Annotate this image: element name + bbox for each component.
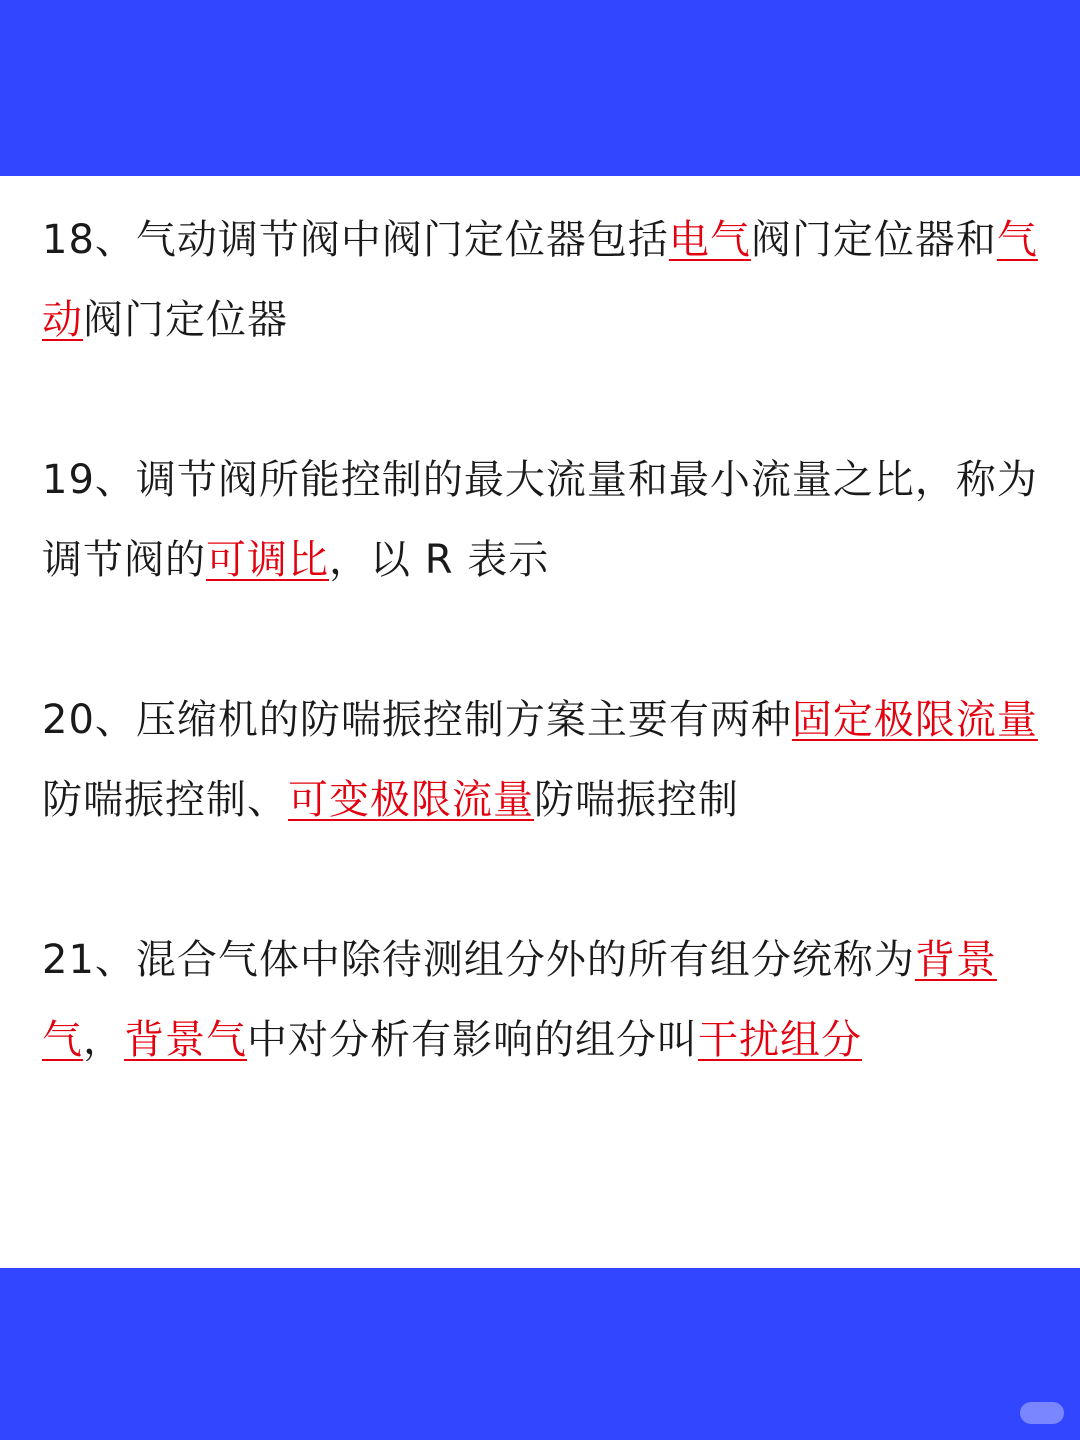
question-20 — [42, 680, 1042, 840]
question-text: 21、混合气体中除待测组分外的所有组分统称为 — [42, 937, 915, 983]
answer-blank: 电气 — [668, 217, 751, 263]
top-banner — [0, 0, 1080, 176]
question-text: 中对分析有影响的组分叫 — [247, 1017, 698, 1063]
question-text: ， — [83, 1017, 124, 1063]
question-list — [42, 200, 1042, 1080]
answer-blank: 可调比 — [206, 537, 329, 583]
answer-blank: 固定极限流量 — [791, 697, 1038, 743]
answer-blank: 可变极限流量 — [288, 777, 534, 823]
question-text: ，以 R 表示 — [329, 537, 550, 583]
question-text: 18、气动调节阀中阀门定位器包括 — [42, 217, 669, 263]
answer-blank: 干扰组分 — [698, 1017, 862, 1063]
question-21 — [42, 920, 1042, 1080]
question-text: 防喘振控制 — [534, 777, 739, 823]
question-text: 防喘振控制、 — [42, 777, 288, 823]
question-text: 阀门定位器和 — [750, 217, 997, 263]
question-19 — [42, 440, 1042, 600]
answer-blank: 背景气 — [124, 1017, 247, 1063]
question-text: 20、压缩机的防喘振控制方案主要有两种 — [42, 697, 792, 743]
answer-blank: 背景气 — [42, 937, 997, 1063]
answer-blank: 气动 — [42, 217, 1038, 343]
question-text: 19、调节阀所能控制的最大流量和最小流量之比，称为调节阀的 — [42, 457, 1038, 583]
question-18 — [42, 200, 1042, 360]
bottom-banner — [0, 1268, 1080, 1440]
watermark-logo — [1020, 1402, 1064, 1424]
question-text: 阀门定位器 — [83, 297, 288, 343]
